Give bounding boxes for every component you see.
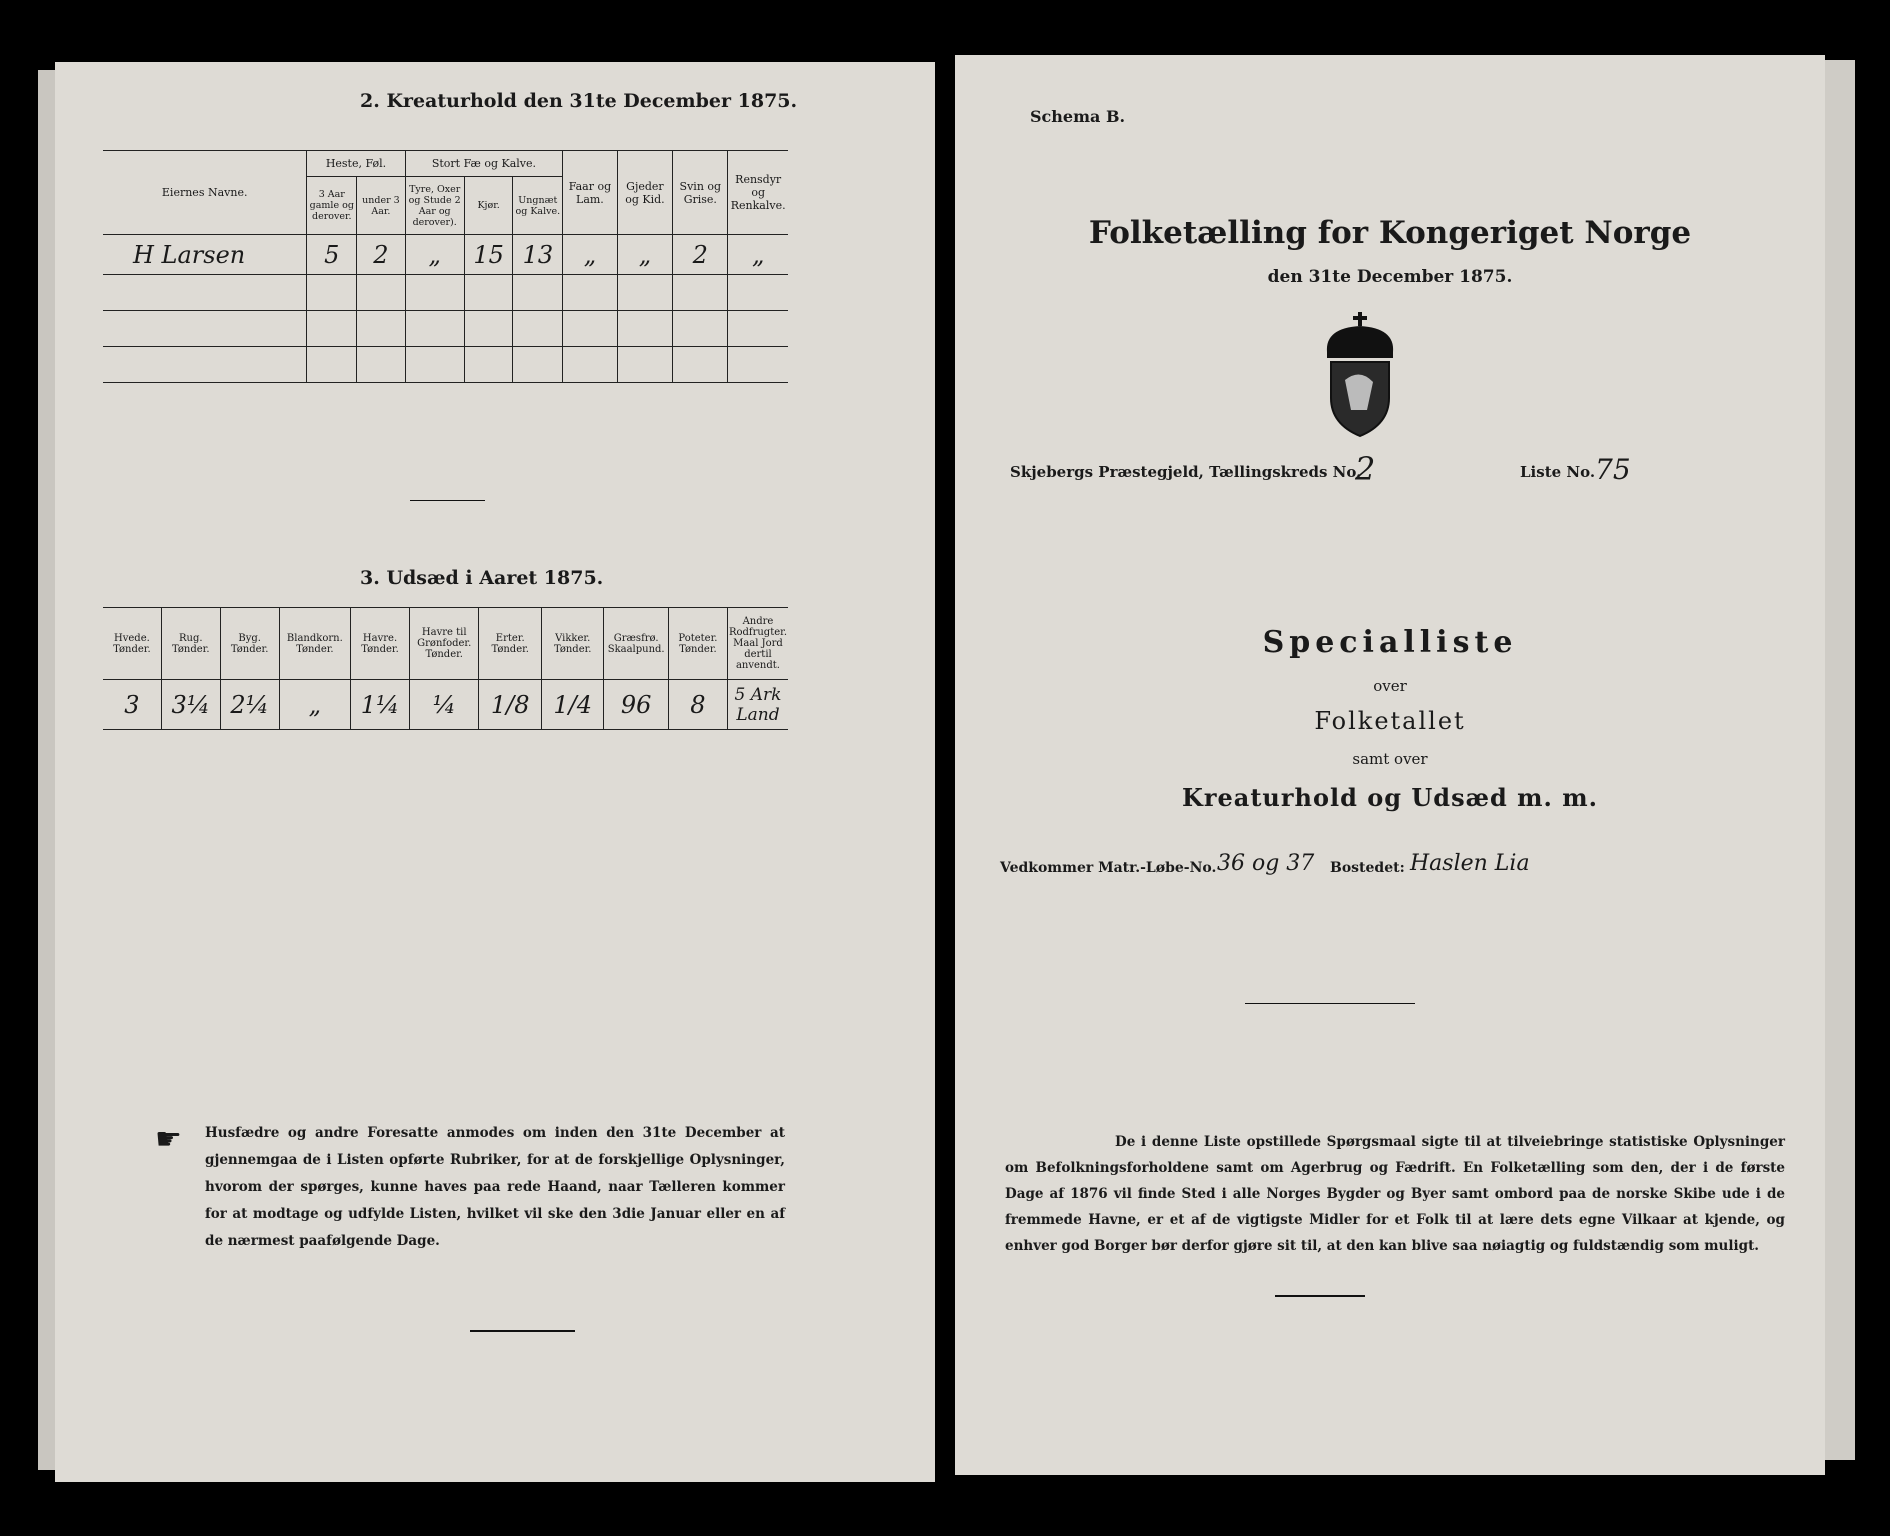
right-page [955, 55, 1825, 1475]
pigs-value: 2 [673, 235, 728, 275]
owner-name: H Larsen [103, 235, 307, 275]
schema-label: Schema B. [1030, 107, 1126, 126]
reindeer-header: Rensdyr og Renkalve. [728, 151, 788, 235]
pigs-header: Svin og Grise. [673, 151, 728, 235]
barley-value: 2¼ [220, 680, 279, 730]
grass-seed-header: Græsfrø. Skaalpund. [604, 608, 668, 680]
wheat-value: 3 [103, 680, 161, 730]
peas-value: 1/8 [479, 680, 541, 730]
divider [470, 1330, 575, 1332]
left-page [55, 62, 935, 1482]
root-crops-value: 5 Ark Land [727, 680, 788, 730]
vetch-header: Vikker. Tønder. [541, 608, 603, 680]
green-oats-value: ¼ [409, 680, 479, 730]
samt-over-text: samt over [1352, 750, 1428, 768]
oats-header: Havre. Tønder. [351, 608, 410, 680]
goats-value: „ [617, 235, 673, 275]
district-number: 2 [1355, 450, 1376, 488]
oats-value: 1¼ [351, 680, 410, 730]
owner-header: Eiernes Navne. [103, 151, 307, 235]
divider [1245, 1003, 1415, 1004]
divider [1275, 1295, 1365, 1297]
grass-seed-value: 96 [604, 680, 668, 730]
mixed-grain-value: „ [279, 680, 350, 730]
horses-group-header: Heste, Føl. [307, 151, 405, 177]
potatoes-header: Poteter. Tønder. [668, 608, 727, 680]
rye-header: Rug. Tønder. [161, 608, 220, 680]
notice-text: Husfædre og andre Foresatte anmodes om inden den 31te December at gjennemgaa de i Listen opførte Rubriker, for at de forskjellige Oplysninger, hvorom der spørges, kunne haves paa rede Haand, naar Tælleren kommer for at modtage og udfylde Listen, hvilket vil ske den 3die Januar eller en af de nærmest paafølgende Dage. [205, 1125, 785, 1249]
horses-old-header: 3 Aar gamle og derover. [307, 177, 357, 235]
matr-value: 36 og 37 [1217, 851, 1315, 876]
table-row [103, 235, 788, 275]
bulls-value: „ [405, 235, 464, 275]
bosted-value: Haslen Lia [1410, 851, 1530, 876]
list-label: Liste No. [1520, 463, 1596, 481]
horses-young-value: 2 [357, 235, 405, 275]
main-title: Folketælling for Kongeriget Norge [1088, 215, 1692, 251]
young-cattle-header: Ungnæt og Kalve. [513, 177, 563, 235]
horses-young-header: under 3 Aar. [357, 177, 405, 235]
over-text: over [1373, 677, 1407, 695]
young-cattle-value: 13 [513, 235, 563, 275]
divider [410, 500, 485, 501]
sheep-value: „ [563, 235, 617, 275]
pointing-hand-icon: ☛ [155, 1122, 182, 1157]
goats-header: Gjeder og Kid. [617, 151, 673, 235]
barley-header: Byg. Tønder. [220, 608, 279, 680]
coat-of-arms-icon [1315, 310, 1405, 440]
cows-value: 15 [464, 235, 513, 275]
root-crops-header: Andre Rodfrugter. Maal Jord dertil anvendt. [727, 608, 788, 680]
mixed-grain-header: Blandkorn. Tønder. [279, 608, 350, 680]
livestock-table [103, 150, 788, 383]
bosted-label: Bostedet: [1330, 860, 1405, 876]
peas-header: Erter. Tønder. [479, 608, 541, 680]
purpose-paragraph: De i denne Liste opstillede Spørgsmaal sigte til at tilveiebringe statistiske Oplysninger om Befolkningsforholdene samt om Agerbrug og Fædrift. En Folketælling som den, der i de første Dage af 1876 vil finde Sted i alle Norges Bygder og Byer samt ombord paa de norske Skibe ude i de fremmede Havne, er et af de vigtigste Midler for et Folk til at lære dets egne Vilkaar at kjende, og enhver god Borger bør derfor gjøre sit til, at den kan blive saa nøiagtig og fuldstændig som muligt. [1005, 1134, 1785, 1254]
parish-label: Skjebergs Præstegjeld, Tællingskreds No. [1010, 463, 1362, 481]
potatoes-value: 8 [668, 680, 727, 730]
wheat-header: Hvede. Tønder. [103, 608, 161, 680]
special-list-title: Specialliste [1262, 625, 1518, 660]
subtitle: Kreaturhold og Udsæd m. m. [1182, 783, 1598, 812]
livestock-title: 2. Kreaturhold den 31te December 1875. [360, 90, 798, 112]
sheep-header: Faar og Lam. [563, 151, 617, 235]
table-row [103, 680, 788, 730]
matr-label: Vedkommer Matr.-Løbe-No. [1000, 860, 1217, 876]
green-oats-header: Havre til Grønfoder. Tønder. [409, 608, 479, 680]
seed-table [103, 607, 788, 730]
cattle-group-header: Stort Fæ og Kalve. [405, 151, 563, 177]
seed-title: 3. Udsæd i Aaret 1875. [360, 567, 604, 589]
cows-header: Kjør. [464, 177, 513, 235]
reindeer-value: „ [728, 235, 788, 275]
horses-old-value: 5 [307, 235, 357, 275]
list-number: 75 [1595, 453, 1631, 486]
bulls-header: Tyre, Oxer og Stude 2 Aar og derover). [405, 177, 464, 235]
folketallet-title: Folketallet [1314, 707, 1466, 735]
rye-value: 3¼ [161, 680, 220, 730]
vetch-value: 1/4 [541, 680, 603, 730]
date-line: den 31te December 1875. [1267, 267, 1513, 287]
